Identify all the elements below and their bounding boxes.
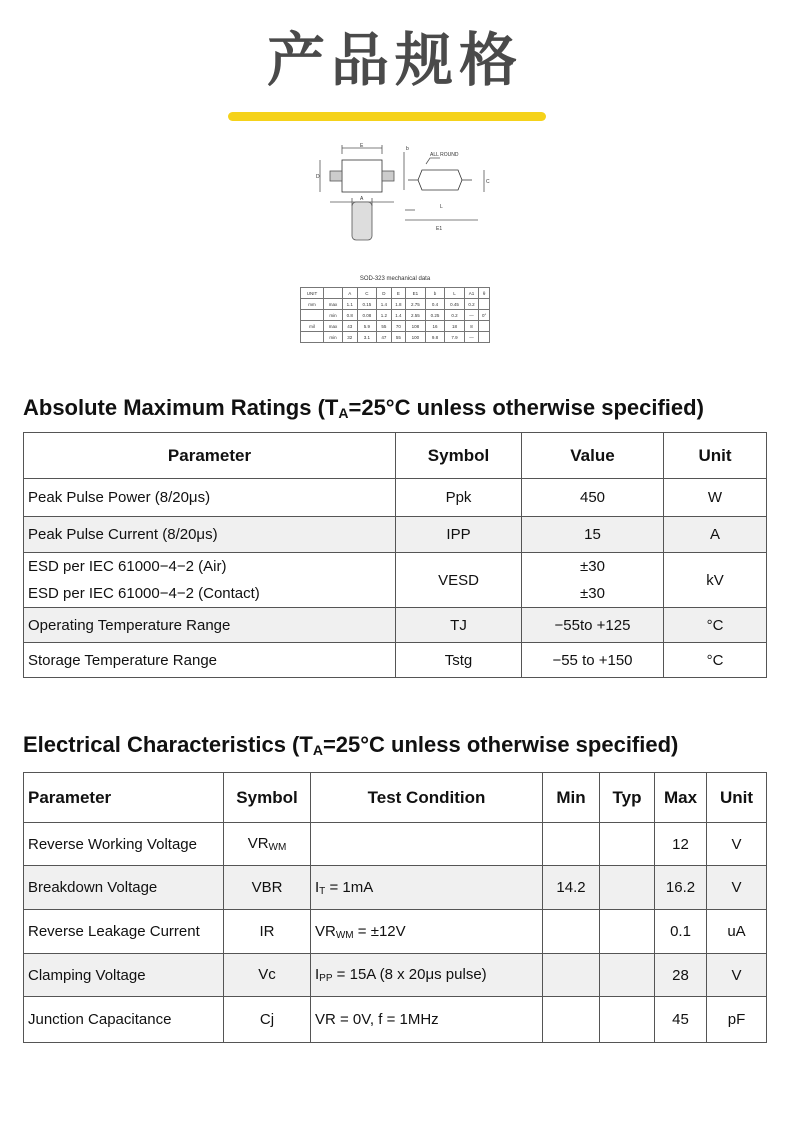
mech-table-cell: 43 bbox=[343, 321, 358, 332]
header-test-condition: Test Condition bbox=[311, 773, 543, 823]
mech-table-cell: D bbox=[377, 288, 392, 299]
cell-max: 16.2 bbox=[655, 866, 707, 910]
cell-test-condition: $I_T = 1mA$ bbox=[311, 866, 543, 910]
mech-table-cell: b bbox=[425, 288, 445, 299]
header-parameter: Parameter bbox=[24, 433, 396, 479]
mech-table-cell: L bbox=[445, 288, 465, 299]
table-row bbox=[24, 643, 767, 678]
cell-symbol: $VR_{WM}$ bbox=[224, 823, 311, 866]
abs-max-table bbox=[23, 432, 767, 678]
mech-table-cell bbox=[479, 321, 490, 332]
mech-table-cell bbox=[301, 310, 324, 321]
mech-table-cell: 1.2 bbox=[377, 310, 392, 321]
mech-table-cell: — bbox=[464, 332, 479, 343]
mech-table-cell: C bbox=[357, 288, 377, 299]
mech-table-cell: 8 bbox=[464, 321, 479, 332]
mech-table-caption: SOD-323 mechanical data bbox=[359, 276, 431, 282]
mech-table-cell: min bbox=[324, 310, 343, 321]
cell-min bbox=[543, 823, 600, 866]
cell-unit: pF bbox=[707, 997, 767, 1043]
table-row bbox=[24, 553, 767, 608]
cell-typ bbox=[600, 823, 655, 866]
mech-table-cell: 16 bbox=[425, 321, 445, 332]
cell-parameter: Peak Pulse Power (8/20μs) bbox=[24, 479, 396, 517]
cell-min bbox=[543, 954, 600, 997]
cell-max: 0.1 bbox=[655, 910, 707, 954]
header-value: Value bbox=[522, 433, 664, 479]
cell-parameter: Breakdown Voltage bbox=[24, 866, 224, 910]
table-row bbox=[24, 479, 767, 517]
cell-min bbox=[543, 910, 600, 954]
cell-typ bbox=[600, 997, 655, 1043]
all-round-note: ALL ROUND bbox=[430, 152, 459, 158]
cell-symbol: Cj bbox=[224, 997, 311, 1043]
mech-table-row bbox=[301, 332, 490, 343]
elec-char-table bbox=[23, 772, 767, 1043]
cell-typ bbox=[600, 866, 655, 910]
esd-air-value: ±30 bbox=[580, 558, 605, 575]
cell-value: 450 bbox=[522, 479, 664, 517]
mech-table-cell bbox=[479, 332, 490, 343]
mech-table-cell: 0.2 bbox=[445, 310, 465, 321]
cell-typ bbox=[600, 954, 655, 997]
mech-table-cell: 7.9 bbox=[445, 332, 465, 343]
package-outline-drawing bbox=[300, 140, 500, 250]
cell-test-condition: $I_{PP} = 15A$ (8 x 20μs pulse) bbox=[311, 954, 543, 997]
mech-table-cell: θ bbox=[479, 288, 490, 299]
dim-d-label: D bbox=[316, 174, 320, 180]
mech-table-cell: 32 bbox=[343, 332, 358, 343]
header-min: Min bbox=[543, 773, 600, 823]
header-symbol: Symbol bbox=[224, 773, 311, 823]
cell-symbol: IR bbox=[224, 910, 311, 954]
cell-unit: °C bbox=[664, 643, 767, 678]
mech-table-cell: 0.45 bbox=[445, 299, 465, 310]
mech-table-cell: 5.9 bbox=[357, 321, 377, 332]
esd-air-label: ESD per IEC 61000−4−2 (Air) bbox=[28, 558, 227, 575]
esd-contact-value: ±30 bbox=[580, 585, 605, 602]
header-typ: Typ bbox=[600, 773, 655, 823]
mech-table-cell: 0.8 bbox=[343, 310, 358, 321]
dim-b-label: b bbox=[406, 146, 409, 152]
mech-table-cell: 1.8 bbox=[391, 299, 406, 310]
cell-min: 14.2 bbox=[543, 866, 600, 910]
mech-table-cell: UNIT bbox=[301, 288, 324, 299]
cell-unit: W bbox=[664, 479, 767, 517]
mech-table-cell: 1.4 bbox=[377, 299, 392, 310]
cell-parameter: Clamping Voltage bbox=[24, 954, 224, 997]
header-parameter: Parameter bbox=[24, 773, 224, 823]
cell-parameter: Operating Temperature Range bbox=[24, 608, 396, 643]
mech-table-cell: max bbox=[324, 299, 343, 310]
cell-symbol: TJ bbox=[396, 608, 522, 643]
mech-table-cell: 3.1 bbox=[357, 332, 377, 343]
table-row bbox=[24, 997, 767, 1043]
mech-table-cell: 1.1 bbox=[343, 299, 358, 310]
page-title: 产品规格 bbox=[266, 26, 523, 94]
cell-unit: V bbox=[707, 866, 767, 910]
header-unit: Unit bbox=[664, 433, 767, 479]
mech-table-cell: 55 bbox=[377, 321, 392, 332]
table-row bbox=[24, 910, 767, 954]
cell-unit: kV bbox=[664, 553, 767, 608]
cell-parameter: Peak Pulse Current (8/20μs) bbox=[24, 517, 396, 553]
mech-table-cell: 0.08 bbox=[357, 310, 377, 321]
title-underline bbox=[228, 112, 546, 121]
mech-table-cell: 2.55 bbox=[406, 310, 426, 321]
mech-table-cell: 0.15 bbox=[357, 299, 377, 310]
mech-table-cell: 47 bbox=[377, 332, 392, 343]
mech-table-row bbox=[301, 299, 490, 310]
cell-value bbox=[522, 553, 664, 608]
cell-symbol: Tstg bbox=[396, 643, 522, 678]
cell-typ bbox=[600, 910, 655, 954]
mech-table-cell: 9.8 bbox=[425, 332, 445, 343]
abs-max-title: Absolute Maximum Ratings ($T_A=25^\circ C$ unless otherwise specified) bbox=[23, 395, 704, 421]
table-row bbox=[24, 823, 767, 866]
cell-symbol: VESD bbox=[396, 553, 522, 608]
mech-table-row bbox=[301, 321, 490, 332]
cell-max: 45 bbox=[655, 997, 707, 1043]
cell-parameter: Storage Temperature Range bbox=[24, 643, 396, 678]
cell-value: 15 bbox=[522, 517, 664, 553]
mech-table-cell: 1.4 bbox=[391, 310, 406, 321]
mech-table-cell: 100 bbox=[406, 332, 426, 343]
mech-table-cell: 0.4 bbox=[425, 299, 445, 310]
mech-table-cell: 0.2 bbox=[464, 299, 479, 310]
header-max: Max bbox=[655, 773, 707, 823]
mech-dimensions-table bbox=[300, 287, 490, 343]
cell-symbol: VBR bbox=[224, 866, 311, 910]
mech-table-cell: A bbox=[343, 288, 358, 299]
cell-unit: °C bbox=[664, 608, 767, 643]
mech-table-row bbox=[301, 310, 490, 321]
table-row bbox=[24, 954, 767, 997]
mech-table-cell: — bbox=[464, 310, 479, 321]
cell-symbol: IPP bbox=[396, 517, 522, 553]
cell-parameter: Junction Capacitance bbox=[24, 997, 224, 1043]
mech-table-cell: 18 bbox=[445, 321, 465, 332]
mech-table-cell: 2.75 bbox=[406, 299, 426, 310]
mech-table-cell: E bbox=[391, 288, 406, 299]
cell-max: 28 bbox=[655, 954, 707, 997]
cell-test-condition: $VR_{WM} = \pm 12V$ bbox=[311, 910, 543, 954]
cell-min bbox=[543, 997, 600, 1043]
cell-test-condition: VR = 0V, f = 1MHz bbox=[311, 997, 543, 1043]
cell-unit: uA bbox=[707, 910, 767, 954]
table-row bbox=[24, 517, 767, 553]
header-unit: Unit bbox=[707, 773, 767, 823]
cell-unit: V bbox=[707, 954, 767, 997]
cell-parameter: Reverse Working Voltage bbox=[24, 823, 224, 866]
cell-max: 12 bbox=[655, 823, 707, 866]
cell-parameter bbox=[24, 553, 396, 608]
cell-value: −55to +125 bbox=[522, 608, 664, 643]
mech-table-cell: 55 bbox=[391, 332, 406, 343]
mech-table-cell: mm bbox=[301, 299, 324, 310]
mech-table-cell: max bbox=[324, 321, 343, 332]
mech-table-row bbox=[301, 288, 490, 299]
elec-char-title: Electrical Characteristics ($T_A=25^\circ C$ unless otherwise specified) bbox=[23, 732, 679, 758]
mech-table-cell: 0.25 bbox=[425, 310, 445, 321]
cell-symbol: Ppk bbox=[396, 479, 522, 517]
mech-table-cell: mil bbox=[301, 321, 324, 332]
esd-contact-label: ESD per IEC 61000−4−2 (Contact) bbox=[28, 585, 260, 602]
table-row bbox=[24, 866, 767, 910]
cell-test-condition bbox=[311, 823, 543, 866]
dim-a-label: A bbox=[360, 196, 364, 202]
cell-symbol: Vc bbox=[224, 954, 311, 997]
mech-table-cell: min bbox=[324, 332, 343, 343]
dim-l-label: L bbox=[440, 204, 443, 210]
header-symbol: Symbol bbox=[396, 433, 522, 479]
cell-unit: V bbox=[707, 823, 767, 866]
cell-value: −55 to +150 bbox=[522, 643, 664, 678]
dim-e1-label: E1 bbox=[436, 226, 443, 232]
mech-table-cell: 70 bbox=[391, 321, 406, 332]
mech-table-cell: E1 bbox=[406, 288, 426, 299]
mech-table-cell bbox=[324, 288, 343, 299]
mech-table-cell: 108 bbox=[406, 321, 426, 332]
cell-unit: A bbox=[664, 517, 767, 553]
table-row bbox=[24, 608, 767, 643]
dim-c-label: C bbox=[486, 179, 490, 185]
mech-table-cell: A1 bbox=[464, 288, 479, 299]
dim-e-label: E bbox=[360, 143, 364, 149]
mech-table-cell: 0° bbox=[479, 310, 490, 321]
mech-table-cell bbox=[479, 299, 490, 310]
cell-parameter: Reverse Leakage Current bbox=[24, 910, 224, 954]
mech-table-cell bbox=[301, 332, 324, 343]
